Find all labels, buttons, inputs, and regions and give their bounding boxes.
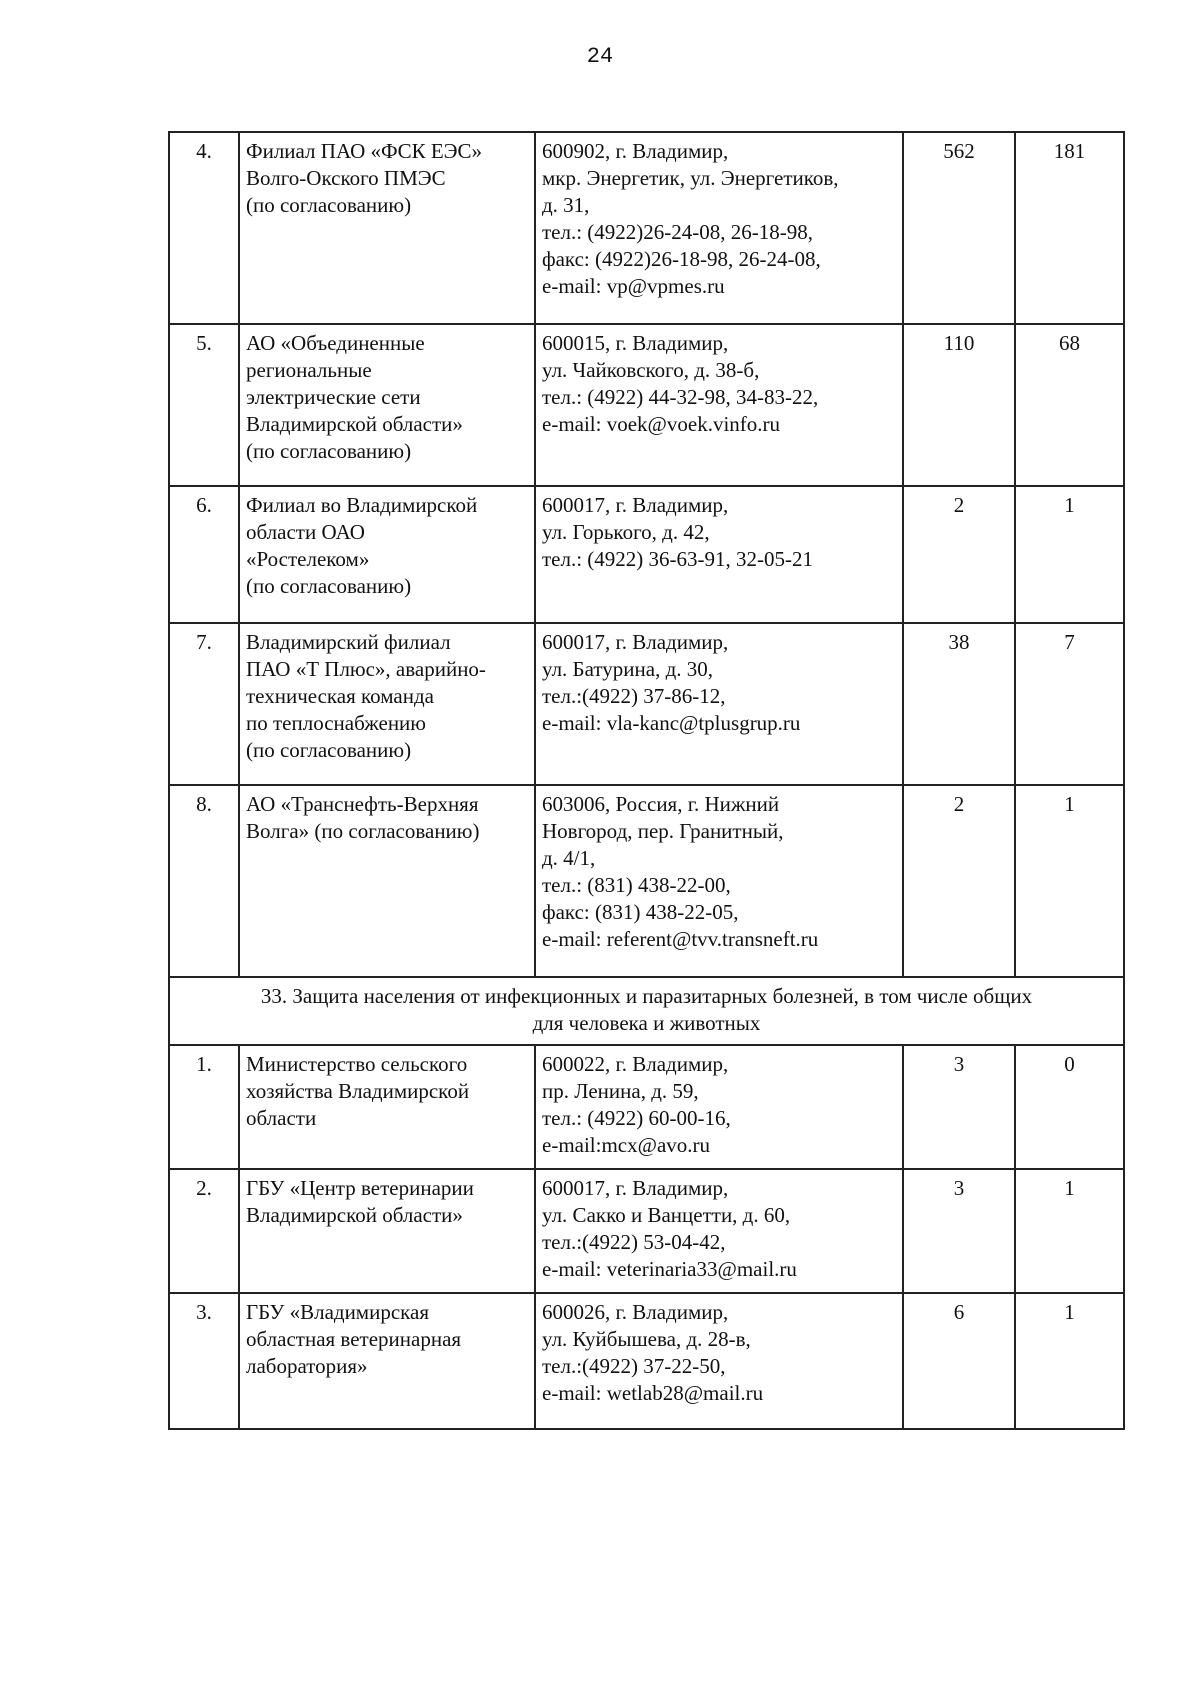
organization-line: АО «Объединенные [246, 331, 425, 355]
row-number: 1. [169, 1045, 239, 1169]
organization-line: Владимирской области» [246, 412, 463, 436]
value-cell-2: 181 [1015, 132, 1124, 324]
organization-line: Владимирской области» [246, 1203, 463, 1227]
address-cell [535, 785, 903, 977]
address-line: ул. Батурина, д. 30, [542, 657, 714, 681]
value-cell-1: 2 [903, 785, 1015, 977]
table-row [169, 324, 1124, 486]
address-cell [535, 324, 903, 486]
organization-line: Министерство сельского [246, 1052, 468, 1076]
value-cell-1: 38 [903, 623, 1015, 785]
page-number: 24 [586, 44, 614, 69]
address-line: тел.: (4922)26-24-08, 26-18-98, [542, 220, 814, 244]
organization-cell [239, 1045, 535, 1169]
organization-cell [239, 623, 535, 785]
address-cell [535, 1169, 903, 1293]
address-line: e-mail: wetlab28@mail.ru [542, 1381, 764, 1405]
address-line: ул. Куйбышева, д. 28-в, [542, 1327, 751, 1351]
value-cell-2: 0 [1015, 1045, 1124, 1169]
address-line: 600026, г. Владимир, [542, 1300, 729, 1324]
address-line: e-mail: veterinaria33@mail.ru [542, 1257, 797, 1281]
value-cell-2: 1 [1015, 785, 1124, 977]
organization-line: Волго-Окского ПМЭС [246, 166, 446, 190]
organization-line: региональные [246, 358, 372, 382]
organization-line: ГБУ «Владимирская [246, 1300, 430, 1324]
value-cell-2: 68 [1015, 324, 1124, 486]
organization-cell [239, 785, 535, 977]
table-row [169, 486, 1124, 623]
organization-line: (по согласованию) [246, 738, 412, 762]
address-line: мкр. Энергетик, ул. Энергетиков, [542, 166, 839, 190]
organization-line: по теплоснабжению [246, 711, 426, 735]
address-line: факс: (4922)26-18-98, 26-24-08, [542, 247, 821, 271]
row-number: 4. [169, 132, 239, 324]
address-line: тел.:(4922) 53-04-42, [542, 1230, 726, 1254]
address-line: e-mail: vla-kanc@tplusgrup.ru [542, 711, 801, 735]
organization-line: области ОАО [246, 520, 365, 544]
address-line: тел.: (4922) 44-32-98, 34-83-22, [542, 385, 819, 409]
address-line: ул. Горького, д. 42, [542, 520, 710, 544]
address-cell [535, 1293, 903, 1429]
organization-line: области [246, 1106, 317, 1130]
address-line: 600017, г. Владимир, [542, 493, 729, 517]
table-row [169, 1169, 1124, 1293]
address-line: 600017, г. Владимир, [542, 630, 729, 654]
address-line: тел.: (831) 438-22-00, [542, 873, 731, 897]
organization-line: (по согласованию) [246, 574, 412, 598]
organization-line: АО «Транснефть-Верхняя [246, 792, 479, 816]
address-line: ул. Сакко и Ванцетти, д. 60, [542, 1203, 791, 1227]
section-title [169, 977, 1124, 1045]
row-number: 2. [169, 1169, 239, 1293]
organization-cell [239, 132, 535, 324]
organization-line: «Ростелеком» [246, 547, 370, 571]
organization-line: (по согласованию) [246, 193, 412, 217]
section-header-row [169, 977, 1124, 1045]
value-cell-1: 562 [903, 132, 1015, 324]
address-line: 603006, Россия, г. Нижний [542, 792, 780, 816]
address-line: д. 31, [542, 193, 590, 217]
organization-line: Филиал во Владимирской [246, 493, 478, 517]
row-number: 7. [169, 623, 239, 785]
table-row [169, 1293, 1124, 1429]
address-line: Новгород, пер. Гранитный, [542, 819, 784, 843]
row-number: 3. [169, 1293, 239, 1429]
organization-line: лаборатория» [246, 1354, 368, 1378]
table-row [169, 1045, 1124, 1169]
organization-line: Волга» (по согласованию) [246, 819, 480, 843]
section-title-line: 33. Защита населения от инфекционных и паразитарных болезней, в том числе общих [260, 984, 1033, 1008]
address-cell [535, 1045, 903, 1169]
address-cell [535, 623, 903, 785]
table-row [169, 785, 1124, 977]
address-line: 600015, г. Владимир, [542, 331, 729, 355]
address-line: д. 4/1, [542, 846, 596, 870]
value-cell-1: 3 [903, 1045, 1015, 1169]
organization-cell [239, 1169, 535, 1293]
organization-line: ПАО «Т Плюс», аварийно- [246, 657, 486, 681]
address-line: e-mail: voek@voek.vinfo.ru [542, 412, 781, 436]
organizations-table [168, 131, 1125, 1430]
organization-cell [239, 486, 535, 623]
value-cell-2: 1 [1015, 1293, 1124, 1429]
address-line: 600022, г. Владимир, [542, 1052, 729, 1076]
address-line: e-mail:mcx@avo.ru [542, 1133, 711, 1157]
organization-line: хозяйства Владимирской [246, 1079, 470, 1103]
address-line: факс: (831) 438-22-05, [542, 900, 739, 924]
value-cell-2: 1 [1015, 486, 1124, 623]
organization-line: областная ветеринарная [246, 1327, 462, 1351]
value-cell-2: 1 [1015, 1169, 1124, 1293]
table-row [169, 132, 1124, 324]
table-row [169, 623, 1124, 785]
organization-cell [239, 324, 535, 486]
address-line: пр. Ленина, д. 59, [542, 1079, 699, 1103]
value-cell-1: 110 [903, 324, 1015, 486]
value-cell-1: 6 [903, 1293, 1015, 1429]
address-cell [535, 486, 903, 623]
row-number: 8. [169, 785, 239, 977]
organization-cell [239, 1293, 535, 1429]
address-line: 600017, г. Владимир, [542, 1176, 729, 1200]
organization-line: ГБУ «Центр ветеринарии [246, 1176, 474, 1200]
row-number: 6. [169, 486, 239, 623]
organization-line: техническая команда [246, 684, 434, 708]
section-title-line: для человека и животных [532, 1011, 761, 1035]
organization-line: Филиал ПАО «ФСК ЕЭС» [246, 139, 483, 163]
address-line: e-mail: referent@tvv.transneft.ru [542, 927, 819, 951]
address-line: тел.: (4922) 36-63-91, 32-05-21 [542, 547, 814, 571]
value-cell-2: 7 [1015, 623, 1124, 785]
value-cell-1: 2 [903, 486, 1015, 623]
address-line: тел.:(4922) 37-86-12, [542, 684, 726, 708]
address-line: 600902, г. Владимир, [542, 139, 729, 163]
address-cell [535, 132, 903, 324]
address-line: тел.: (4922) 60-00-16, [542, 1106, 731, 1130]
row-number: 5. [169, 324, 239, 486]
value-cell-1: 3 [903, 1169, 1015, 1293]
organization-line: Владимирский филиал [246, 630, 451, 654]
organization-line: электрические сети [246, 385, 421, 409]
address-line: тел.:(4922) 37-22-50, [542, 1354, 726, 1378]
address-line: ул. Чайковского, д. 38-б, [542, 358, 760, 382]
organization-line: (по согласованию) [246, 439, 412, 463]
address-line: e-mail: vp@vpmes.ru [542, 274, 725, 298]
